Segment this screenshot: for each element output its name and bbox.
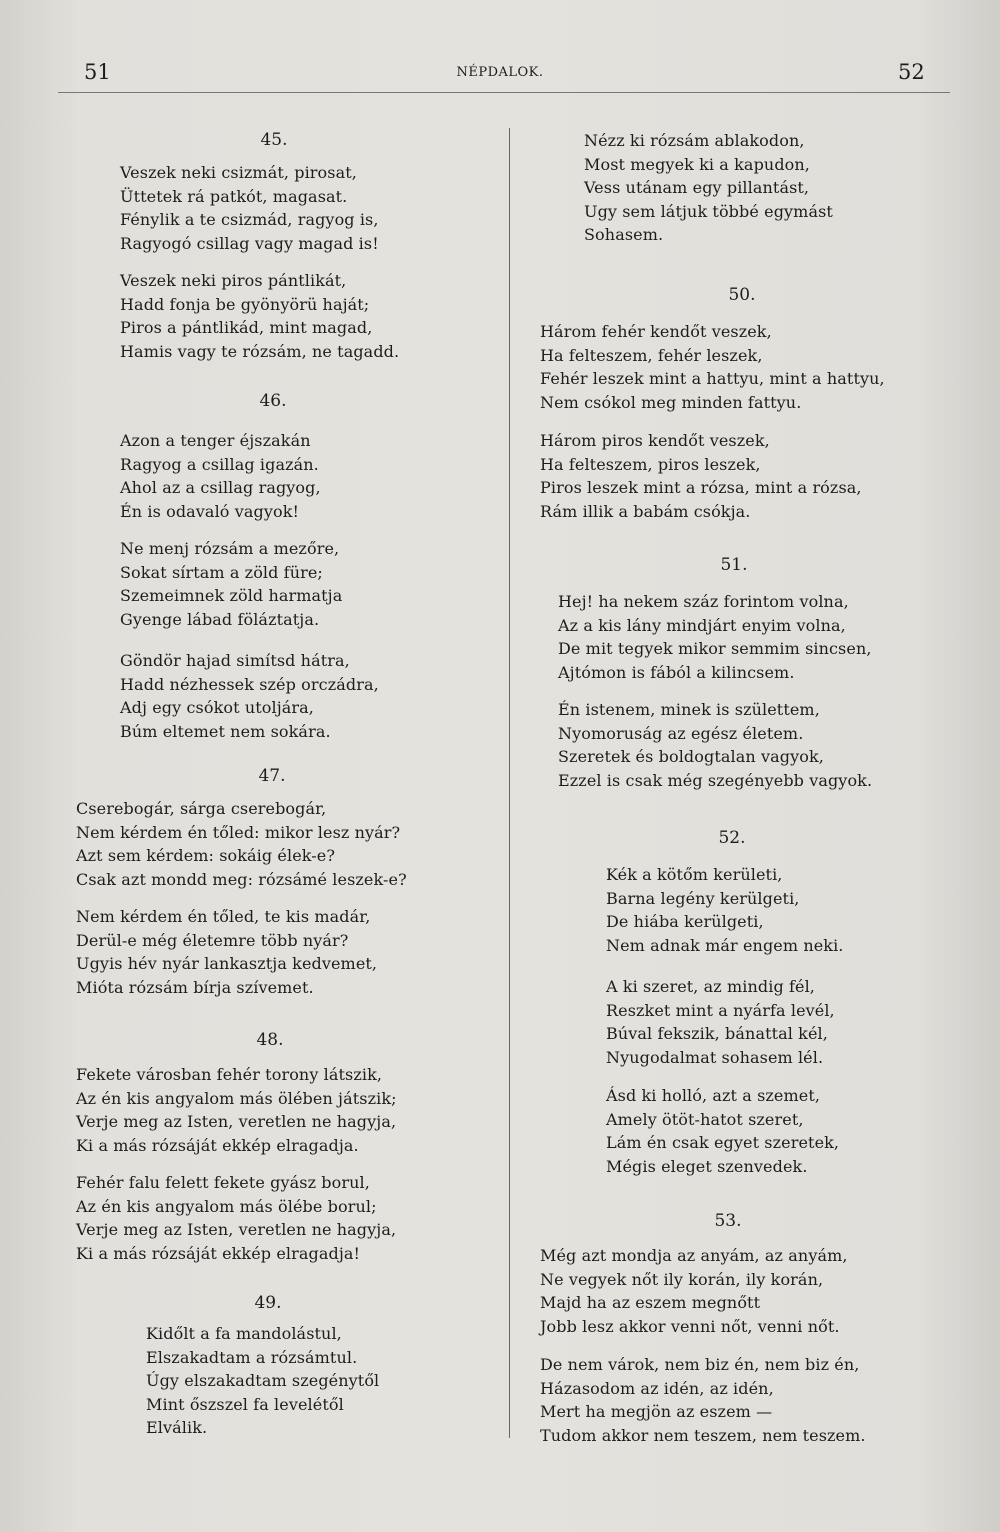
stanza	[540, 429, 862, 523]
verse-line: Fehér falu felett fekete gyász borul,	[76, 1173, 370, 1192]
verse-line: Nem kérdem én tőled, te kis madár,	[76, 907, 371, 926]
verse-line: Sohasem.	[584, 225, 664, 245]
verse-line: Piros a pántlikád, mint magad,	[120, 318, 373, 338]
verse-line: Cserebogár, sárga cserebogár,	[76, 799, 327, 818]
verse-line: Hamis vagy te rózsám, ne tagadd.	[120, 341, 400, 361]
verse-line: Sokat sírtam a zöld füre;	[120, 562, 323, 582]
verse-line: Ragyog a csillag igazán.	[120, 454, 319, 474]
verse-line: Vess utánam egy pillantást,	[584, 178, 810, 198]
verse-line: Az a kis lány mindjárt enyim volna,	[558, 615, 846, 635]
stanza	[540, 1353, 866, 1447]
verse-line: Elválik.	[146, 1418, 208, 1438]
verse-line: Mint őszszel fa levelétől	[146, 1394, 344, 1414]
verse-line: Nem csókol meg minden fattyu.	[540, 392, 802, 412]
verse-line: Azon a tenger éjszakán	[120, 431, 311, 450]
verse-line: De nem várok, nem biz én, nem biz én,	[540, 1355, 860, 1374]
verse-line: Lám én csak egyet szeretek,	[606, 1133, 840, 1153]
verse-line: Veszek neki csizmát, pirosat,	[120, 163, 357, 182]
verse-line: Amely ötöt-hatot szeret,	[606, 1109, 804, 1129]
verse-line: Hadd nézhessek szép orczádra,	[120, 674, 379, 694]
running-title: NÉPDALOK.	[456, 65, 544, 80]
verse-line: Elszakadtam a rózsámtul.	[146, 1347, 358, 1367]
verse-line: Mégis eleget szenvedek.	[606, 1156, 808, 1176]
stanza	[606, 863, 844, 957]
verse-line: Nem kérdem én tőled: mikor lesz nyár?	[76, 822, 401, 842]
stanza	[120, 649, 379, 743]
verse-line: Ugy sem látjuk többé egymást	[584, 201, 833, 221]
verse-line: Verje meg az Isten, veretlen ne hagyja,	[76, 1220, 397, 1240]
verse-line: Most megyek ki a kapudon,	[584, 154, 810, 174]
stanza	[606, 975, 835, 1069]
verse-line: Ki a más rózsáját ekkép elragadja!	[76, 1243, 361, 1263]
verse-line: Nézz ki rózsám ablakodon,	[584, 131, 805, 150]
running-head	[0, 60, 1000, 90]
verse-line: Jobb lesz akkor venni nőt, venni nőt.	[540, 1316, 840, 1336]
verse-line: Búm eltemet nem sokára.	[120, 721, 331, 741]
left-page-number: 51	[84, 60, 111, 84]
verse-line: Fehér leszek mint a hattyu, mint a hattyu,	[540, 369, 885, 389]
verse-line: A ki szeret, az mindig fél,	[606, 977, 815, 996]
verse-line: Ne vegyek nőt ily korán, ily korán,	[540, 1269, 824, 1289]
stanza	[76, 1063, 397, 1157]
column-divider	[509, 128, 510, 1438]
verse-line: Derül-e még életemre több nyár?	[76, 930, 349, 950]
verse-line: Három piros kendőt veszek,	[540, 431, 770, 450]
verse-line: De mit tegyek mikor semmim sincsen,	[558, 639, 872, 659]
stanza	[558, 590, 872, 684]
verse-line: Ki a más rózsáját ekkép elragadja.	[76, 1135, 359, 1155]
song-number: 51.	[720, 555, 748, 575]
verse-line: Reszket mint a nyárfa levél,	[606, 1000, 835, 1020]
verse-line: Szemeimnek zöld harmatja	[120, 586, 343, 606]
verse-line: Nyugodalmat sohasem lél.	[606, 1047, 824, 1067]
verse-line: Nem adnak már engem neki.	[606, 935, 844, 955]
verse-line: Nyomoruság az egész életem.	[558, 723, 804, 743]
verse-line: Én is odavaló vagyok!	[120, 501, 300, 521]
song-number: 50.	[728, 285, 756, 305]
verse-line: Ne menj rózsám a mezőre,	[120, 539, 340, 558]
verse-line: Ásd ki holló, azt a szemet,	[606, 1086, 821, 1105]
stanza	[76, 1171, 396, 1265]
verse-line: Én istenem, minek is születtem,	[558, 700, 820, 719]
verse-line: Rám illik a babám csókja.	[540, 501, 751, 521]
verse-line: Szeretek és boldogtalan vagyok,	[558, 747, 824, 767]
verse-line: Veszek neki piros pántlikát,	[120, 271, 347, 290]
verse-line: Verje meg az Isten, veretlen ne hagyja,	[76, 1112, 397, 1132]
stanza	[606, 1084, 839, 1178]
verse-line: De hiába kerülgeti,	[606, 912, 764, 932]
song-number: 45.	[260, 130, 288, 150]
verse-line: Három fehér kendőt veszek,	[540, 322, 772, 341]
verse-line: Kidőlt a fa mandolástul,	[146, 1324, 342, 1343]
stanza	[584, 129, 833, 247]
verse-line: Kék a kötőm kerületi,	[606, 865, 783, 884]
verse-line: Majd ha az eszem megnőtt	[540, 1293, 761, 1313]
song-number: 47.	[258, 766, 286, 786]
stanza	[120, 429, 321, 523]
verse-line: Tudom akkor nem teszem, nem teszem.	[540, 1425, 866, 1445]
header-rule	[58, 92, 950, 93]
verse-line: Fekete városban fehér torony látszik,	[76, 1065, 383, 1084]
verse-line: Ahol az a csillag ragyog,	[120, 478, 321, 498]
stanza	[540, 1244, 848, 1338]
verse-line: Ragyogó csillag vagy magad is!	[120, 233, 379, 253]
stanza	[558, 698, 872, 792]
verse-line: Barna legény kerülgeti,	[606, 888, 800, 908]
verse-line: Ha felteszem, fehér leszek,	[540, 345, 763, 365]
song-number: 49.	[254, 1293, 282, 1313]
stanza	[76, 797, 407, 891]
verse-line: Az én kis angyalom más ölében játszik;	[76, 1088, 397, 1108]
verse-line: Csak azt mondd meg: rózsámé leszek-e?	[76, 869, 407, 889]
verse-line: Búval fekszik, bánattal kél,	[606, 1024, 828, 1044]
verse-line: Piros leszek mint a rózsa, mint a rózsa,	[540, 478, 862, 498]
verse-line: Adj egy csókot utoljára,	[120, 698, 314, 718]
stanza	[146, 1322, 379, 1440]
verse-line: Ezzel is csak még szegényebb vagyok.	[558, 770, 873, 790]
verse-line: Ha felteszem, piros leszek,	[540, 454, 761, 474]
stanza	[120, 269, 399, 363]
verse-line: Üttetek rá patkót, magasat.	[120, 186, 348, 206]
stanza	[120, 537, 342, 631]
verse-line: Még azt mondja az anyám, az anyám,	[540, 1246, 848, 1265]
stanza	[540, 320, 885, 414]
song-number: 53.	[714, 1211, 742, 1231]
verse-line: Házasodom az idén, az idén,	[540, 1378, 774, 1398]
song-number: 48.	[256, 1030, 284, 1050]
song-number: 52.	[718, 828, 746, 848]
verse-line: Hej! ha nekem száz forintom volna,	[558, 592, 849, 611]
verse-line: Úgy elszakadtam szegénytől	[146, 1371, 380, 1391]
right-page-number: 52	[898, 60, 925, 84]
verse-line: Ugyis hév nyár lankasztja kedvemet,	[76, 954, 378, 974]
song-number: 46.	[259, 391, 287, 411]
verse-line: Ajtómon is fából a kilincsem.	[558, 662, 795, 682]
verse-line: Göndör hajad simítsd hátra,	[120, 651, 350, 670]
verse-line: Mert ha megjön az eszem —	[540, 1402, 773, 1422]
stanza	[76, 905, 377, 999]
verse-line: Gyenge lábad föláztatja.	[120, 609, 320, 629]
verse-line: Azt sem kérdem: sokáig élek-e?	[76, 846, 336, 866]
verse-line: Mióta rózsám bírja szívemet.	[76, 977, 314, 997]
verse-line: Fénylik a te csizmád, ragyog is,	[120, 210, 379, 230]
stanza	[120, 161, 379, 255]
verse-line: Hadd fonja be gyönyörü haját;	[120, 294, 370, 314]
verse-line: Az én kis angyalom más ölébe borul;	[76, 1196, 377, 1216]
